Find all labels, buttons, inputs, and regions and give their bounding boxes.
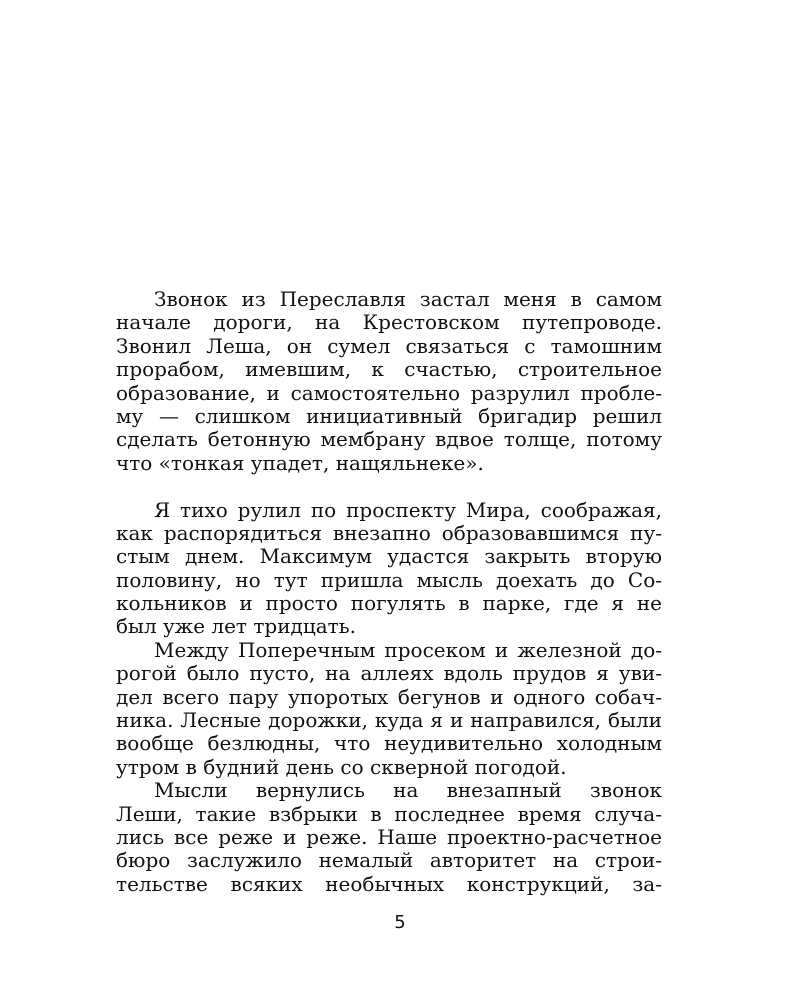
text-line: прорабом, имевшим, к счастью, строительное <box>116 357 662 382</box>
text-line: как распорядиться внезапно образовавшимся пу- <box>116 520 662 545</box>
text-line: Леши, такие взбрыки в последнее время случа- <box>116 801 662 826</box>
text-line: был уже лет тридцать. <box>116 614 356 639</box>
text-line: тельстве всяких необычных конструкций, за- <box>116 871 662 896</box>
text-line: сделать бетонную мембрану вдвое толще, потому <box>116 427 662 452</box>
text-line: образование, и самостоятельно разрулил пробле- <box>116 380 662 405</box>
text-line: Звонок из Переславля застал меня в самом <box>154 287 662 311</box>
paragraph-gap <box>116 475 662 498</box>
text-line: рогой было пусто, на аллеях вдоль прудов я уви- <box>116 661 662 686</box>
paragraph-4 <box>116 779 662 896</box>
paragraph-3 <box>116 639 662 779</box>
text-line: ника. Лесные дорожки, куда я и направился, были <box>116 708 662 733</box>
body-text <box>116 288 662 896</box>
page-number: 5 <box>394 912 406 933</box>
text-line: начале дороги, на Крестовском путепроводе. <box>116 310 662 335</box>
text-line: Звонил Леша, он сумел связаться с тамошним <box>116 333 662 358</box>
text-line: дел всего пару упоротых бегунов и одного собач- <box>116 684 662 709</box>
text-line: утром в будний день со скверной погодой. <box>116 754 567 779</box>
text-line: половину, но тут пришла мысль доехать до Со- <box>116 567 662 592</box>
paragraph-1 <box>116 288 662 475</box>
text-line: бюро заслужило немалый авторитет на строи- <box>116 848 662 873</box>
text-line: вообще безлюдны, что неудивительно холодным <box>116 731 662 756</box>
text-line: лись все реже и реже. Наше проектно-расчетное <box>116 824 662 849</box>
text-line: Между Поперечным просеком и железной до- <box>154 637 662 662</box>
text-line: Я тихо рулил по проспекту Мира, соображая, <box>154 497 662 522</box>
text-line: что «тонкая упадет, нащяльнеке». <box>116 450 484 475</box>
paragraph-2 <box>116 499 662 639</box>
text-line: кольников и просто погулять в парке, где я не <box>116 591 662 616</box>
text-line: му — слишком инициативный бригадир решил <box>116 403 662 428</box>
text-line: стым днем. Максимум удастся закрыть вторую <box>116 544 662 569</box>
text-line: Мысли вернулись на внезапный звонок <box>154 778 662 803</box>
